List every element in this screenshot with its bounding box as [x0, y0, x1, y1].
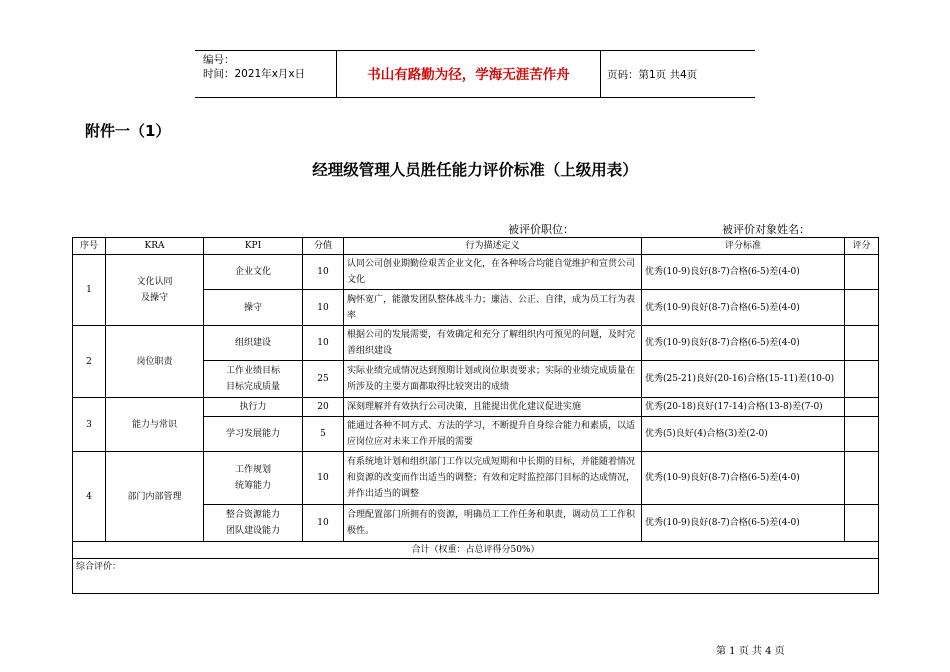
description-cell: 实际业绩完成情况达到预期计划或岗位职责要求；实际的业绩完成质量在所涉及的主要方面都取得比较突出的成绩: [344, 361, 642, 398]
rating-input-cell[interactable]: [845, 326, 879, 361]
standard-cell: 优秀(25-21)良好(20-16)合格(15-11)差(10-0): [642, 361, 845, 398]
kpi-cell: 工作业绩目标 目标完成质量: [204, 361, 303, 398]
page-title: 经理级管理人员胜任能力评价标准（上级用表）: [312, 161, 638, 179]
kpi-cell: 组织建设: [204, 326, 303, 361]
description-cell: 认同公司创业期勤俭艰苦企业文化，在各种场合均能自觉维护和宣贯公司文化: [344, 255, 642, 290]
description-cell: 有系统地计划和组织部门工作以完成短期和中长期的目标，并能随着情况和资源的改变而作出适当的调整；有效和定时监控部门目标的达成情况，并作出适当的调整: [344, 452, 642, 505]
page-footer: 第 1 页 共 4 页: [716, 646, 785, 657]
rating-input-cell[interactable]: [845, 417, 879, 452]
standard-cell: 优秀(10-9)良好(8-7)合格(6-5)差(4-0): [642, 290, 845, 326]
score-cell: 10: [303, 290, 344, 326]
attachment-label: 附件一（1）: [85, 122, 171, 140]
column-header: 评分标准: [642, 238, 845, 255]
header-meta: [203, 53, 335, 95]
rating-input-cell[interactable]: [845, 290, 879, 326]
overall-row: [73, 559, 879, 594]
score-cell: 10: [303, 452, 344, 505]
description-cell: 合理配置部门所拥有的资源，明确员工工作任务和职责，调动员工工作积极性。: [344, 505, 642, 542]
header-page-label: 页码：第1页 共4页: [607, 69, 698, 81]
kra-cell: 岗位职责: [106, 326, 204, 398]
column-header: 行为描述定义: [344, 238, 642, 255]
evaluation-table: [72, 237, 879, 594]
number-label: 编号：: [203, 54, 235, 66]
row-number-cell: 4: [73, 452, 106, 542]
kpi-cell: 工作规划 统筹能力: [204, 452, 303, 505]
description-cell: 胸怀宽广，能激发团队整体战斗力；廉洁、公正、自律，成为员工行为表率: [344, 290, 642, 326]
kpi-cell: 操守: [204, 290, 303, 326]
rating-input-cell[interactable]: [845, 361, 879, 398]
standard-cell: 优秀(5)良好(4)合格(3)差(2-0): [642, 417, 845, 452]
rating-input-cell[interactable]: [845, 505, 879, 542]
score-cell: 10: [303, 255, 344, 290]
description-cell: 能通过各种不同方式、方法的学习，不断提升自身综合能力和素质，以适应岗位应对未来工作开展的需要: [344, 417, 642, 452]
table-row: [73, 398, 879, 417]
time-label: 时间：2021年x月x日: [203, 68, 306, 80]
header-motto: 书山有路勤为径，学海无涯苦作舟: [367, 67, 570, 83]
description-cell: 深刻理解并有效执行公司决策，且能提出优化建议促进实施: [344, 398, 642, 417]
total-row: [73, 542, 879, 559]
description-cell: 根据公司的发展需要，有效确定和充分了解组织内可预见的问题，及时完善组织建设: [344, 326, 642, 361]
row-number-cell: 1: [73, 255, 106, 326]
column-header: KRA: [106, 238, 204, 255]
rating-input-cell[interactable]: [845, 398, 879, 417]
rating-input-cell[interactable]: [845, 255, 879, 290]
table-row: [73, 255, 879, 290]
kpi-cell: 企业文化: [204, 255, 303, 290]
standard-cell: 优秀(20-18)良好(17-14)合格(13-8)差(7-0): [642, 398, 845, 417]
row-number-cell: 3: [73, 398, 106, 452]
table-header-row: [73, 238, 879, 255]
rating-input-cell[interactable]: [845, 452, 879, 505]
table-row: [73, 452, 879, 505]
column-header: 评分: [845, 238, 879, 255]
score-cell: 20: [303, 398, 344, 417]
evaluated-name-label: 被评价对象姓名：: [722, 223, 810, 236]
standard-cell: 优秀(10-9)良好(8-7)合格(6-5)差(4-0): [642, 505, 845, 542]
column-header: KPI: [204, 238, 303, 255]
header-divider: [600, 51, 601, 97]
column-header: 分值: [303, 238, 344, 255]
kpi-cell: 学习发展能力: [204, 417, 303, 452]
kra-cell: 能力与常识: [106, 398, 204, 452]
kpi-cell: 整合资源能力 团队建设能力: [204, 505, 303, 542]
standard-cell: 优秀(10-9)良好(8-7)合格(6-5)差(4-0): [642, 452, 845, 505]
row-number-cell: 2: [73, 326, 106, 398]
score-cell: 25: [303, 361, 344, 398]
table-row: [73, 326, 879, 361]
column-header: 序号: [73, 238, 106, 255]
kpi-cell: 执行力: [204, 398, 303, 417]
score-cell: 10: [303, 326, 344, 361]
kra-cell: 文化认同 及操守: [106, 255, 204, 326]
standard-cell: 优秀(10-9)良好(8-7)合格(6-5)差(4-0): [642, 326, 845, 361]
score-cell: 10: [303, 505, 344, 542]
document-header: [195, 50, 755, 98]
total-cell: 合计（权重：占总评得分50%）: [73, 542, 879, 559]
standard-cell: 优秀(10-9)良好(8-7)合格(6-5)差(4-0): [642, 255, 845, 290]
score-cell: 5: [303, 417, 344, 452]
kra-cell: 部门内部管理: [106, 452, 204, 542]
overall-evaluation-cell[interactable]: 综合评价：: [73, 559, 879, 594]
evaluated-position-label: 被评价职位：: [508, 223, 574, 236]
